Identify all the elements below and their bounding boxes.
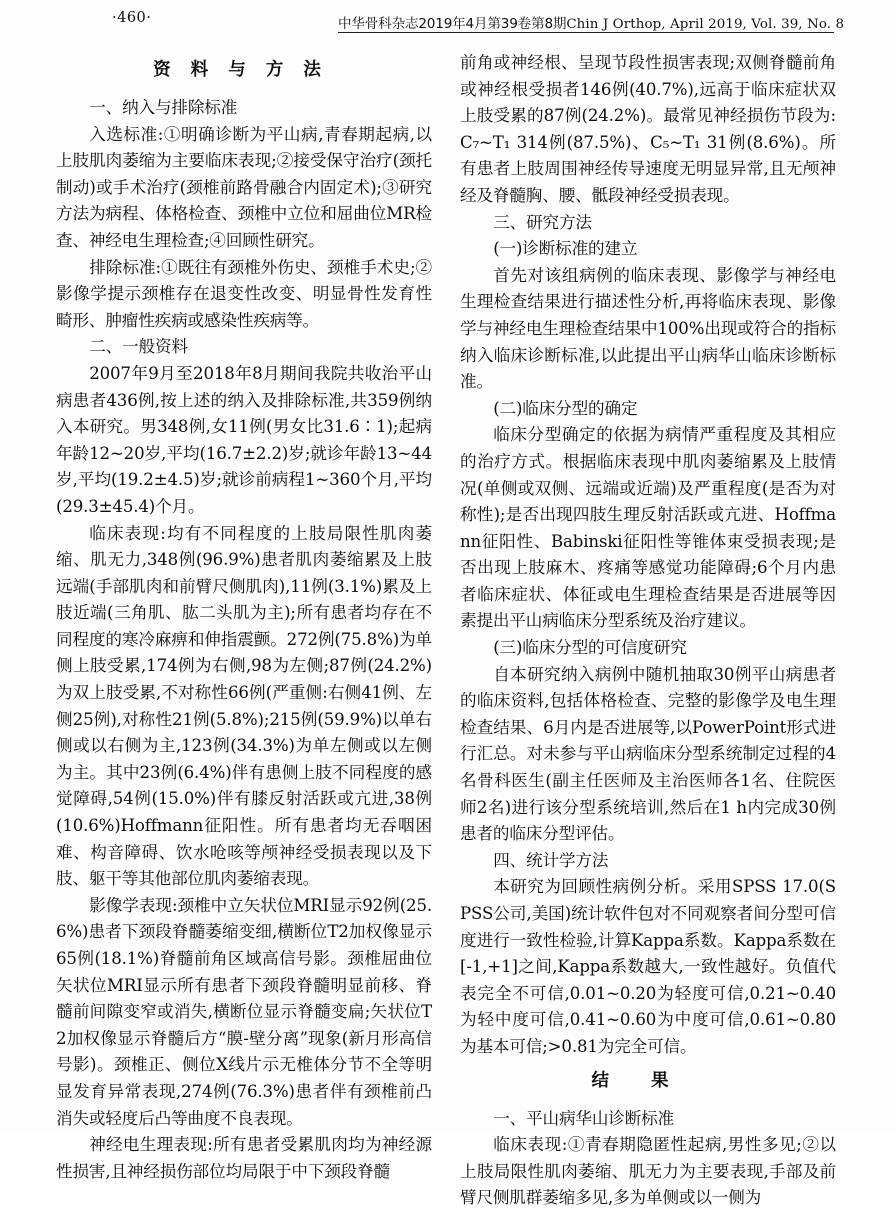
heading-statistics: 四、统计学方法: [493, 850, 609, 870]
left-column: [56, 50, 432, 1181]
left-column-body: [56, 95, 432, 1185]
section-title-results: 结 果: [591, 1070, 687, 1091]
running-head-chinese: 中华骨科杂志2019年4月第39卷第8期: [338, 16, 567, 32]
running-head: [56, 10, 845, 40]
para-inclusion-criteria: 入选标准:①明确诊断为平山病,青春期起病,以上肢肌肉萎缩为主要临床表现;②接受保守治疗(颈托制动)或手术治疗(颈椎前路骨融合内固定术);③研究方法为病程、体格检查、颈椎中立位和屈曲位MR检查、神经电生理检查;④回顾性研究。: [56, 124, 432, 250]
page-folio: ·460·: [112, 10, 152, 26]
para-clinical-typing: 临床分型确定的依据为病情严重程度及其相应的治疗方式。根据临床表现中肌肉萎缩累及上肢情况(单侧或双侧、远端或近端)及严重程度(是否为对称性);是否出现四肢生理反射活跃或亢进、Hoffmann征阳性、Babinski征阳性等锥体束受损表现;是否出现上肢麻木、疼痛等感觉功能障碍;6个月内患者临床症状、体征或电生理检查结果是否进展等因素提出平山病临床分型系统及治疗建议。: [460, 425, 836, 631]
heading-diagnostic-criteria: (一)诊断标准的建立: [493, 239, 638, 259]
right-column-body: [460, 50, 836, 1061]
running-head-title: [338, 12, 844, 32]
heading-general-data: 二、一般资料: [89, 337, 188, 357]
para-electrophysiology-findings: 神经电生理表现:所有患者受累肌肉均为神经源性损害,且神经损伤部位均局限于中下颈段脊髓: [56, 1135, 432, 1181]
para-diagnostic-criteria: 首先对该组病例的临床表现、影像学与神经电生理检查结果进行描述性分析,再将临床表现、影像学与神经电生理检查结果中100%出现或符合的指标纳入临床诊断标准,以此提出平山病华山临床诊断标准。: [460, 265, 836, 392]
running-head-rule: [338, 32, 834, 33]
para-reliability-study: 自本研究纳入病例中随机抽取30例平山病患者的临床资料,包括体格检查、完整的影像学及电生理检查结果、6月内是否进展等,以PowerPoint形式进行汇总。对未参与平山病临床分型系统制定过程的4名骨科医生(副主任医师及主治医师各1名、住院医师2名)进行该分型系统培训,然后在1 h内完成30例患者的临床分型评估。: [460, 664, 836, 844]
right-column-results-body: [460, 1106, 836, 1212]
heading-huashan-criteria: 一、平山病华山诊断标准: [493, 1108, 675, 1128]
para-general-data: 2007年9月至2018年8月期间我院共收治平山病患者436例,按上述的纳入及排除标准,共359例纳入本研究。男348例,女11例(男女比31.6∶1);起病年龄12~20岁,平均(16.7±2.2)岁;就诊年龄13~44岁,平均(19.2±4.5)岁;就诊前病程1~360个月,平均(29.3±45.4)个月。: [56, 363, 432, 516]
para-imaging-findings: 影像学表现:颈椎中立矢状位MRI显示92例(25.6%)患者下颈段脊髓萎缩变细,横断位T2加权像显示65例(18.1%)脊髓前角区域高信号影。颈椎屈曲位矢状位MRI显示所有患者下颈段脊髓明显前移、脊髓前间隙变窄或消失,横断位显示脊髓变扁;矢状位T2加权像显示脊髓后方“膜-壁分离”现象(新月形高信号影)。颈椎正、侧位X线片示无椎体分节不全等明显发育异常表现,274例(76.3%)患者伴有颈椎前凸消失或轻度后凸等曲度不良表现。: [56, 895, 432, 1128]
heading-clinical-typing: (二)临床分型的确定: [493, 398, 638, 418]
right-column: [460, 50, 836, 1208]
para-statistics: 本研究为回顾性病例分析。采用SPSS 17.0(SPSS公司,美国)统计软件包对不同观察者间分型可信度进行一致性检验,计算Kappa系数。Kappa系数在[-1,+1]之间,Kappa系数越大,一致性越好。负值代表完全不可信,0.01~0.20为轻度可信,0.21~0.40为轻中度可信,0.41~0.60为中度可信,0.61~0.80为基本可信;>0.81为完全可信。: [460, 877, 836, 1056]
section-title-methods: 资 料 与 方 法: [153, 60, 328, 80]
heading-reliability-study: (三)临床分型的可信度研究: [493, 638, 687, 658]
para-exclusion-criteria: 排除标准:①既往有颈椎外伤史、颈椎手术史;②影像学提示颈椎存在退变性改变、明显骨性发育性畸形、肿瘤性疾病或感染性疾病等。: [56, 257, 432, 330]
body-columns: [56, 50, 840, 1208]
para-huashan-clinical: 临床表现:①青春期隐匿性起病,男性多见;②以上肢局限性肌肉萎缩、肌无力为主要表现,手部及前臂尺侧肌群萎缩多见,多为单侧或以一侧为: [460, 1135, 836, 1208]
heading-research-methods: 三、研究方法: [493, 212, 592, 232]
para-clinical-manifestation: 临床表现:均有不同程度的上肢局限性肌肉萎缩、肌无力,348例(96.9%)患者肌肉萎缩累及上肢远端(手部肌肉和前臂尺侧肌肉),11例(3.1%)累及上肢近端(三角肌、肱二头肌为主);所有患者均存在不同程度的寒冷麻痹和伸指震颤。272例(75.8%)为单侧上肢受累,174例为右侧,98为左侧;87例(24.2%)为双上肢受累,不对称性66例(严重侧:右侧41例、左侧25例),对称性21例(5.8%);215例(59.9%)以单右侧或以右侧为主,123例(34.3%)为单左侧或以左侧为主。其中23例(6.4%)伴有患侧上肢不同程度的感觉障碍,54例(15.0%)伴有膝反射活跃或亢进,38例(10.6%)Hoffmann征阳性。所有患者均无吞咽困难、构音障碍、饮水呛咳等颅神经受损表现以及下肢、躯干等其他部位肌肉萎缩表现。: [56, 523, 432, 889]
heading-inclusion-exclusion: 一、纳入与排除标准: [89, 98, 238, 117]
para-electrophysiology-cont: 前角或神经根、呈现节段性损害表现;双侧脊髓前角或神经根受损者146例(40.7%),远高于临床症状双上肢受累的87例(24.2%)。最常见神经损伤节段为:C₇~T₁ 314例(87.5%)、C₅~T₁ 31例(8.6%)。所有患者上肢周围神经传导速度无明显异常,且无颅神经及脊髓胸、腰、骶段神经受损表现。: [460, 53, 836, 205]
running-head-english: Chin J Orthop, April 2019, Vol. 39, No. 8: [566, 17, 845, 32]
